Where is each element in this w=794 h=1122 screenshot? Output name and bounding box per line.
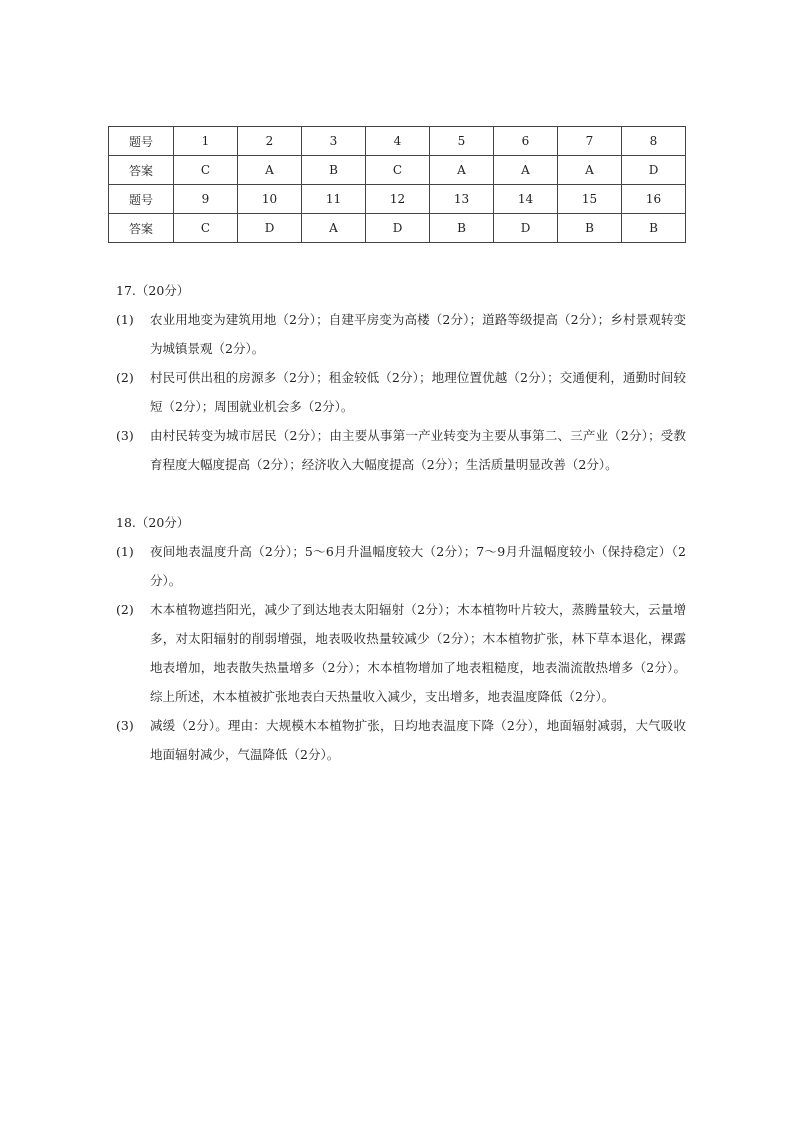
answer-item [116, 421, 686, 479]
answer-item [116, 711, 686, 769]
row-label: 答案 [109, 214, 174, 243]
table-cell: C [174, 214, 238, 243]
item-number: (1) [116, 312, 134, 327]
table-cell: 7 [558, 127, 622, 156]
table-cell: 16 [622, 185, 686, 214]
table-cell: 6 [494, 127, 558, 156]
row-label: 题号 [109, 127, 174, 156]
table-cell: D [622, 156, 686, 185]
table-cell: A [558, 156, 622, 185]
table-cell: 15 [558, 185, 622, 214]
table-cell: D [366, 214, 430, 243]
answer-item [116, 537, 686, 595]
item-text: 农业用地变为建筑用地（2分）；自建平房变为高楼（2分）；道路等级提高（2分）；乡村景观转变为城镇景观（2分）。 [150, 312, 686, 356]
question-18 [116, 508, 686, 769]
item-number: (1) [116, 544, 134, 559]
answer-table [108, 126, 686, 243]
table-cell: C [174, 156, 238, 185]
table-cell: B [622, 214, 686, 243]
answer-item [116, 595, 686, 711]
table-cell: D [238, 214, 302, 243]
table-cell: A [302, 214, 366, 243]
table-cell: 1 [174, 127, 238, 156]
item-text: 减缓（2分）。理由：大规模木本植物扩张，日均地表温度下降（2分），地面辐射减弱，大气吸收地面辐射减少，气温降低（2分）。 [150, 718, 686, 762]
item-text: 村民可供出租的房源多（2分）；租金较低（2分）；地理位置优越（2分）；交通便利，通勤时间较短（2分）；周围就业机会多（2分）。 [150, 370, 686, 414]
row-label: 题号 [109, 185, 174, 214]
table-cell: 11 [302, 185, 366, 214]
table-cell: 14 [494, 185, 558, 214]
table-cell: B [302, 156, 366, 185]
table-cell: C [366, 156, 430, 185]
table-cell: D [494, 214, 558, 243]
item-text: 由村民转变为城市居民（2分）；由主要从事第一产业转变为主要从事第二、三产业（2分）；受教育程度大幅度提高（2分）；经济收入大幅度提高（2分）；生活质量明显改善（2分）。 [150, 428, 686, 472]
answer-item [116, 305, 686, 363]
table-row [109, 185, 686, 214]
table-cell: 13 [430, 185, 494, 214]
table-cell: 3 [302, 127, 366, 156]
item-number: (3) [116, 428, 134, 443]
row-label: 答案 [109, 156, 174, 185]
table-cell: B [558, 214, 622, 243]
table-row [109, 156, 686, 185]
item-number: (2) [116, 370, 134, 385]
table-cell: 10 [238, 185, 302, 214]
item-text: 夜间地表温度升高（2分）；5～6月升温幅度较大（2分）；7～9月升温幅度较小（保持稳定）（2分）。 [150, 544, 686, 588]
table-cell: 9 [174, 185, 238, 214]
item-number: (3) [116, 718, 134, 733]
table-row [109, 214, 686, 243]
item-text: 木本植物遮挡阳光，减少了到达地表太阳辐射（2分）；木本植物叶片较大，蒸腾量较大，云量增多，对太阳辐射的削弱增强，地表吸收热量较减少（2分）；木本植物扩张，林下草本退化，裸露地表增加，地表散失热量增多（2分）；木本植物增加了地表粗糙度，地表湍流散热增多（2分）。综上所述，木本植被扩张地表白天热量收入减少，支出增多，地表温度降低（2分）。 [150, 602, 686, 704]
table-cell: A [430, 156, 494, 185]
table-cell: B [430, 214, 494, 243]
question-18-title: 18.（20分） [116, 515, 190, 530]
table-cell: 4 [366, 127, 430, 156]
table-cell: 2 [238, 127, 302, 156]
item-number: (2) [116, 602, 134, 617]
question-17-title: 17.（20分） [116, 283, 190, 298]
question-17 [116, 276, 686, 479]
answer-item [116, 363, 686, 421]
table-row [109, 127, 686, 156]
table-cell: 5 [430, 127, 494, 156]
table-cell: A [494, 156, 558, 185]
table-cell: A [238, 156, 302, 185]
table-cell: 8 [622, 127, 686, 156]
table-cell: 12 [366, 185, 430, 214]
